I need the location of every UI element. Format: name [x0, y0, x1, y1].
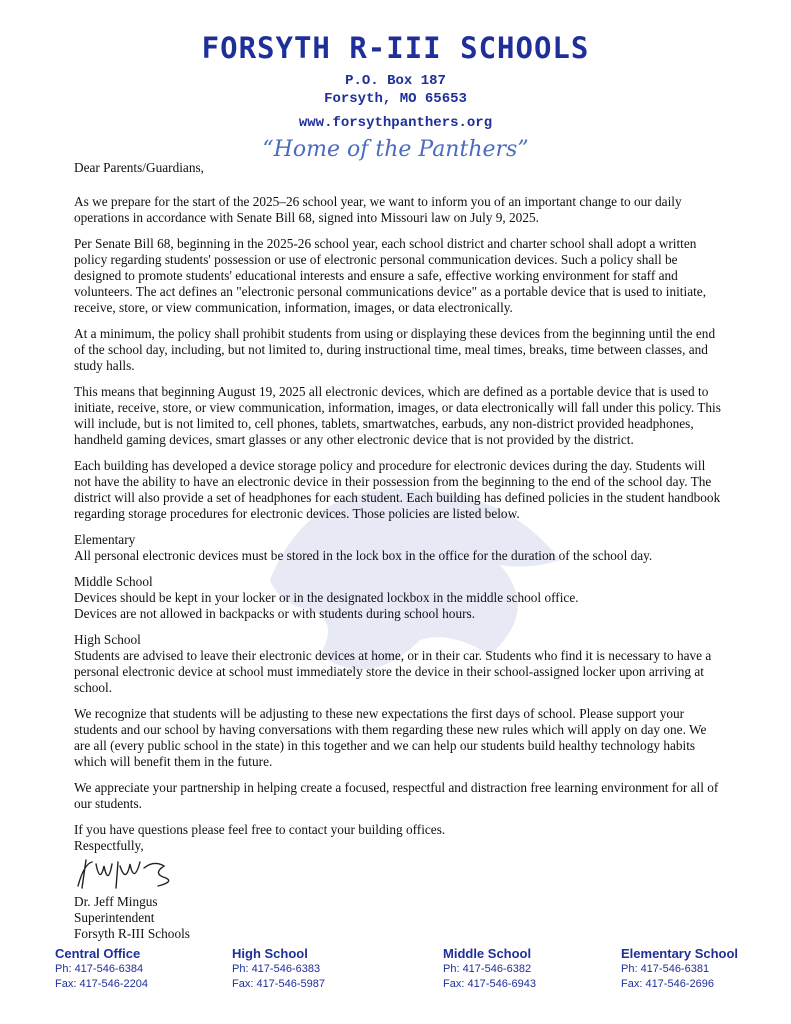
paragraph-storage-policy: Each building has developed a device storage policy and procedure for electronic devices during the day. Students will not have the ability to have an electronic device in their possession from the beginning to the end of the school day. The district will also provide a set of headphones for each student. Each building has defined policies in the student handbook regarding storage procedures for electronic devices. Those policies are listed below. [74, 458, 721, 521]
valediction: Respectfully, [74, 838, 144, 853]
address-city: Forsyth, MO 65653 [324, 91, 467, 107]
office-fax: Fax: 417-546-6943 [443, 978, 536, 990]
address-po-box: P.O. Box 187 [345, 73, 446, 89]
contact-line: If you have questions please feel free to contact your building offices. [74, 822, 446, 837]
paragraph-senate-bill: Per Senate Bill 68, beginning in the 2025-26 school year, each school district and charter school shall adopt a written policy regarding students' possession or use of electronic personal communication devices. Such a policy shall be designed to promote students' educational interests and ensure a safe, effective working environment for staff and volunteers. The act defines an "electronic personal communications device" as a portable device that is used to initiate, receive, store, or view communication, information, images, or data electronically. [74, 236, 707, 315]
office-fax: Fax: 417-546-5987 [232, 978, 325, 990]
paragraph-partnership: We appreciate your partnership in helping create a focused, respectful and distraction free learning environment for all of our students. [74, 780, 719, 811]
middle-school-policy-2: Devices are not allowed in backpacks or with students during school hours. [74, 606, 476, 621]
signer-name: Dr. Jeff Mingus [74, 894, 158, 909]
paragraph-device-definition: This means that beginning August 19, 2025 all electronic devices, which are defined as a portable device that is used to initiate, receive, store, or view communication, information, images, or data electronically will fall under this policy. This will include, but is not limited to, cell phones, tablets, smartwatches, earbuds, any non-district provided headphones, handheld gaming devices, smart glasses or any other electronic device that is not provided by the district. [74, 384, 721, 447]
signature-block [74, 822, 722, 942]
high-school-policy: Students are advised to leave their electronic devices at home, or in their car. Students who find it is necessary to have a personal electronic device at school must immediately store the device in their school-assigned locker upon arriving at school. [74, 648, 712, 695]
signer-organization: Forsyth R-III Schools [74, 926, 190, 941]
school-name: FORSYTH R-III SCHOOLS [201, 31, 590, 65]
office-elementary-school [621, 946, 791, 992]
office-fax: Fax: 417-546-2204 [55, 978, 148, 990]
office-name: Central Office [55, 946, 141, 961]
office-high-school [232, 946, 402, 992]
greeting: Dear Parents/Guardians, [74, 160, 204, 175]
paragraph-intro: As we prepare for the start of the 2025–26 school year, we want to inform you of an important change to our daily operations in accordance with Senate Bill 68, signed into Missouri law on July 9, 2025. [74, 194, 682, 225]
letterhead [0, 30, 791, 164]
office-name: High School [232, 946, 308, 961]
office-phone: Ph: 417-546-6382 [443, 963, 532, 975]
office-phone: Ph: 417-546-6384 [55, 963, 144, 975]
middle-school-policy-1: Devices should be kept in your locker or in the designated lockbox in the middle school office. [74, 590, 579, 605]
footer-contacts [55, 946, 755, 996]
website: www.forsythpanthers.org [298, 115, 493, 131]
tagline: “Home of the Panthers” [262, 137, 529, 162]
letter-body [74, 160, 722, 942]
paragraph-minimum-policy: At a minimum, the policy shall prohibit students from using or displaying these devices from the beginning until the end of the school day, including, but not limited to, during instructional time, meal times, breaks, time between classes, and study halls. [74, 326, 716, 373]
high-school-heading: High School [74, 632, 141, 647]
paragraph-adjusting: We recognize that students will be adjusting to these new expectations the first days of school. Please support your students and our school by having conversations with them regarding these new rules which will apply on day one. We are all (every public school in the state) in this together and we can help our students build healthy technology habits which will benefit them in the future. [74, 706, 707, 769]
office-phone: Ph: 417-546-6383 [232, 963, 321, 975]
office-middle-school [443, 946, 613, 992]
office-phone: Ph: 417-546-6381 [621, 963, 710, 975]
office-name: Elementary School [621, 946, 739, 961]
middle-school-heading: Middle School [74, 574, 153, 589]
office-central [55, 946, 225, 992]
office-fax: Fax: 417-546-2696 [621, 978, 714, 990]
elementary-policy: All personal electronic devices must be stored in the lock box in the office for the duration of the school day. [74, 548, 653, 563]
office-name: Middle School [443, 946, 532, 961]
handwritten-signature [74, 856, 204, 892]
elementary-heading: Elementary [74, 532, 136, 547]
signer-title: Superintendent [74, 910, 155, 925]
